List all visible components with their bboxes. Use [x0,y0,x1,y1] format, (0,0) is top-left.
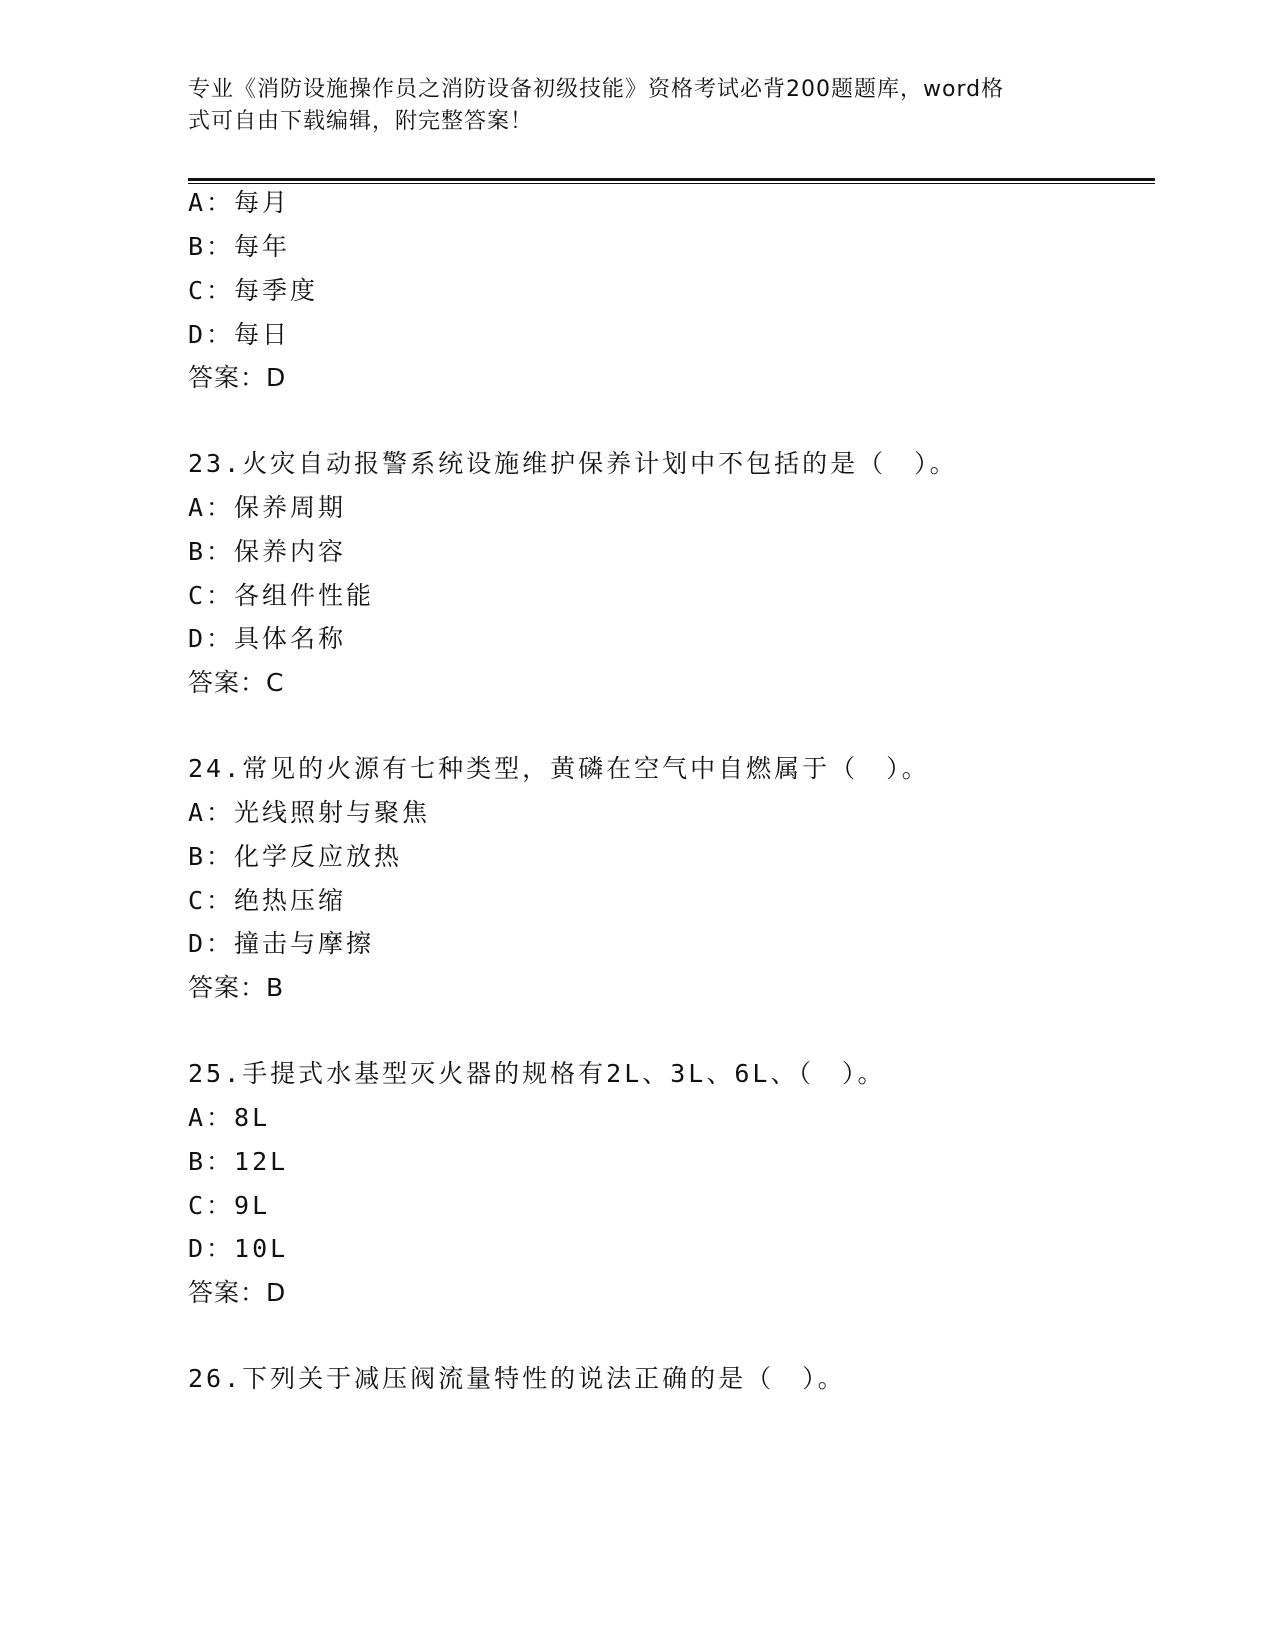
question-stem: 24.常见的火源有七种类型，黄磷在空气中自燃属于（ ）。 [188,754,930,783]
option-d: D：每日 [188,320,291,349]
option-b: B：12L [188,1147,289,1176]
option-a: A：保养周期 [188,493,347,522]
document-header [188,74,1068,138]
header-rule-thick [188,178,1155,181]
answer: 答案：C [188,668,285,697]
option-a: A：光线照射与聚焦 [188,798,431,827]
option-a: A：每月 [188,188,291,217]
answer: 答案：D [188,1278,287,1307]
option-d: D：具体名称 [188,624,347,653]
option-b: B：每年 [188,232,291,261]
question-stem: 23.火灾自动报警系统设施维护保养计划中不包括的是（ ）。 [188,449,958,478]
header-rule-thin [188,183,1155,184]
option-c: C：绝热压缩 [188,886,347,915]
option-b: B：保养内容 [188,537,347,566]
question-stem: 26.下列关于减压阀流量特性的说法正确的是（ ）。 [188,1364,846,1393]
header-line-2: 式可自由下载编辑，附完整答案！ [188,109,534,134]
option-d: D：撞击与摩擦 [188,929,375,958]
option-a: A：8L [188,1103,271,1132]
header-line-1: 专业《消防设施操作员之消防设备初级技能》资格考试必背200题题库，word格 [188,77,1005,102]
option-c: C：9L [188,1191,271,1220]
answer: 答案：D [188,363,287,392]
option-b: B：化学反应放热 [188,842,403,871]
option-d: D：10L [188,1234,289,1263]
answer: 答案：B [188,973,285,1002]
question-stem: 25.手提式水基型灭火器的规格有2L、3L、6L、（ ）。 [188,1059,886,1088]
option-c: C：每季度 [188,276,319,305]
option-c: C：各组件性能 [188,581,375,610]
